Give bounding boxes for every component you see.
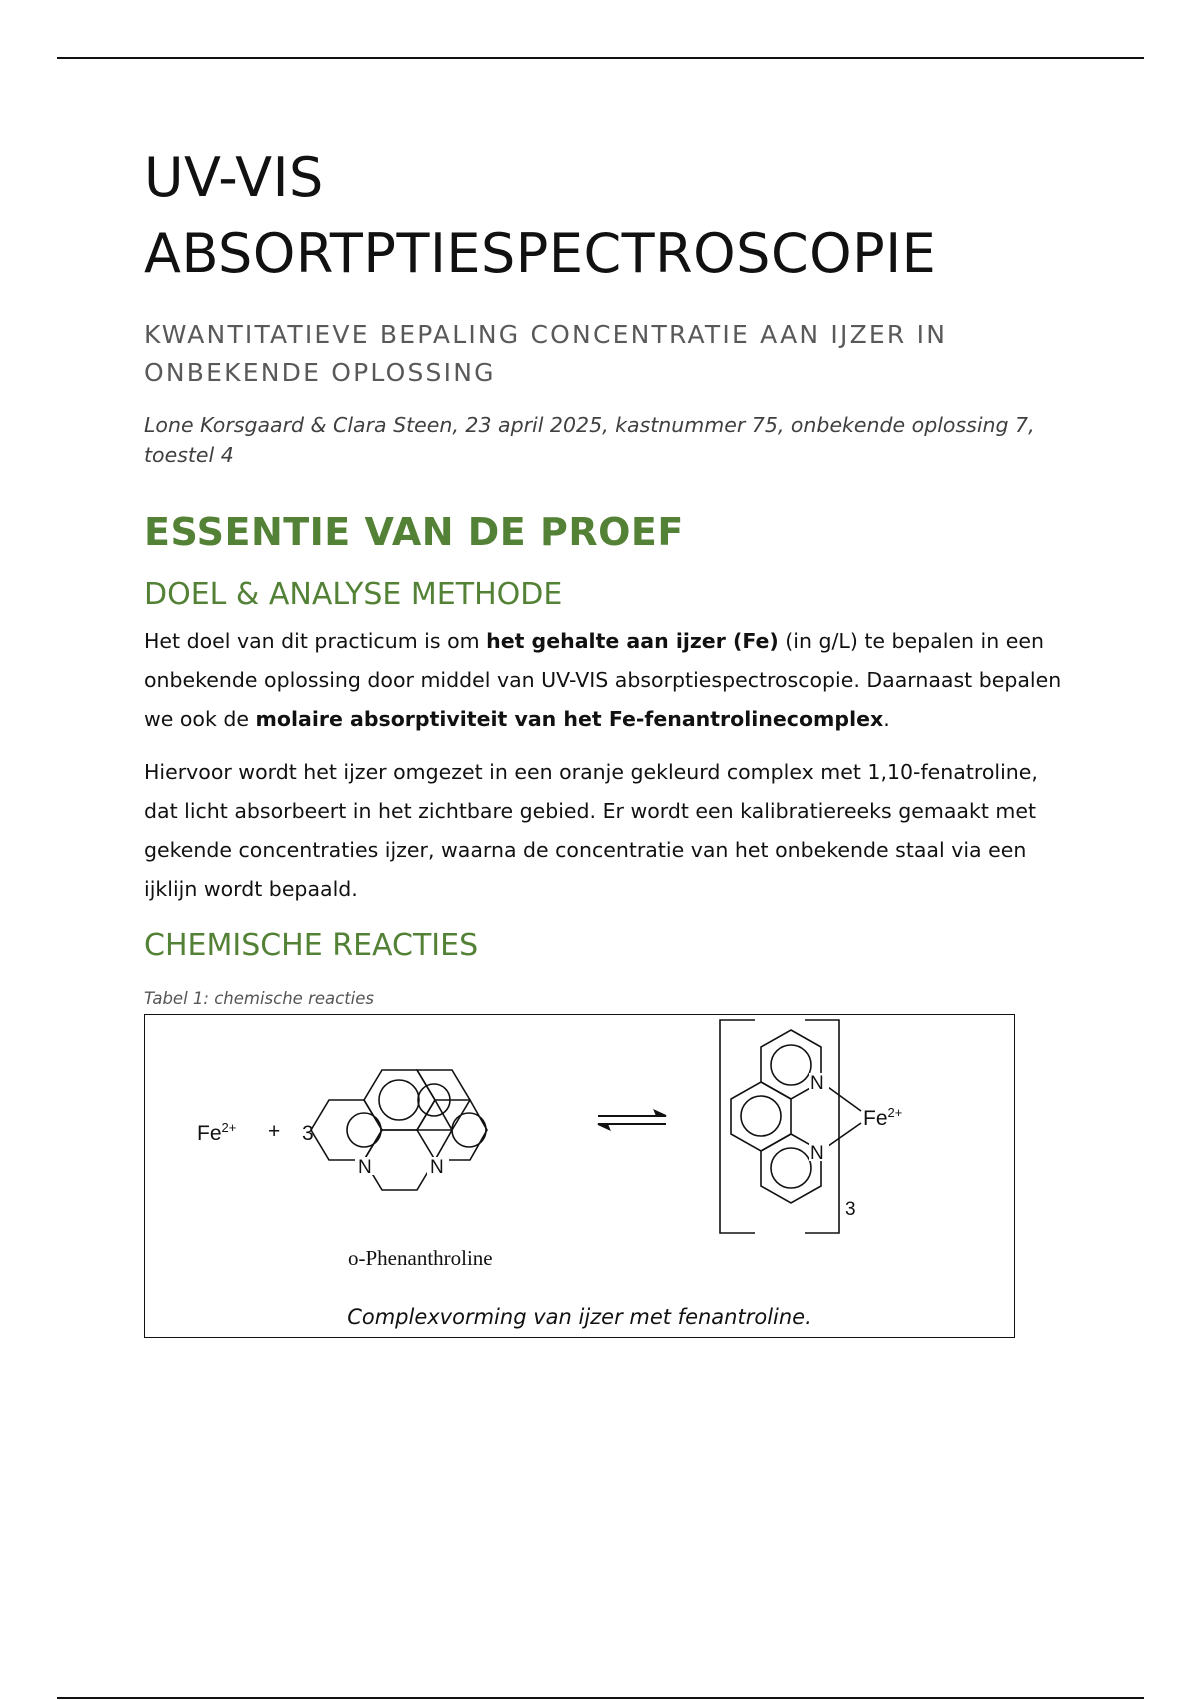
plus-sign: + <box>268 1120 281 1143</box>
nitrogen-left: N <box>358 1157 372 1178</box>
paragraph-methode: Hiervoor wordt het ijzer omgezet in een oranje gekleurd complex met 1,10-fenatroline, dat licht absorbeert in het zichtbare gebied. Er wordt een kalibratiereeks gemaakt met gekende concentraties ijzer, waarna de concentratie van het onbekende staal via een ijklijn wordt bepaald. <box>144 760 1038 901</box>
doel-bold-absorptiviteit: molaire absorptiviteit van het Fe-fenantrolinecomplex <box>255 707 884 731</box>
complex-subscript: 3 <box>845 1199 856 1220</box>
title-line-2: ABSORTPTIESPECTROSCOPIE <box>144 222 937 285</box>
phenanthroline-structure <box>311 1070 487 1190</box>
heading-chemische-reacties: CHEMISCHE REACTIES <box>144 928 479 963</box>
doel-text-e: . <box>883 707 890 731</box>
header-rule <box>57 57 1144 59</box>
footer-rule <box>57 1697 1144 1699</box>
complex-nitrogen-top: N <box>810 1073 824 1094</box>
page-content <box>144 140 1064 1338</box>
fe-phenanthroline-complex-structure <box>731 1030 861 1203</box>
coefficient-three: 3 <box>302 1122 314 1145</box>
document-subtitle: KWANTITATIEVE BEPALING CONCENTRATIE AAN IJZER IN ONBEKENDE OPLOSSING <box>144 320 948 387</box>
heading-essentie: ESSENTIE VAN DE PROEF <box>144 510 684 554</box>
table-caption: Tabel 1: chemische reacties <box>144 989 374 1008</box>
title-line-1: UV-VIS <box>144 146 324 209</box>
complex-nitrogen-bottom: N <box>810 1143 824 1164</box>
ligand-label: o-Phenanthroline <box>348 1246 493 1270</box>
nitrogen-right: N <box>430 1157 444 1178</box>
reaction-figure <box>144 1014 1015 1338</box>
figure-caption: Complexvorming van ijzer met fenantroline. <box>347 1305 812 1329</box>
authors-line: Lone Korsgaard & Clara Steen, 23 april 2025, kastnummer 75, onbekende oplossing 7, toestel 4 <box>144 413 1035 467</box>
fe-left-symbol: $Fe^{2+}$ <box>197 1120 237 1145</box>
doel-text-c: (in g/L) te bepalen in een onbekende oplossing door middel van UV-VIS absorptiespectroscopie. Daarnaast bepalen we ook de <box>144 629 1062 731</box>
border-gap-left <box>200 1015 760 1018</box>
paragraph-doel <box>144 622 1064 739</box>
doel-text-a: Het doel van dit practicum is om <box>144 629 487 653</box>
fe-right-symbol: $Fe^{2+}$ <box>863 1105 903 1130</box>
equilibrium-arrow-icon <box>598 1111 666 1129</box>
document-title <box>144 140 1064 292</box>
border-gap-right <box>845 1015 960 1018</box>
heading-doel: DOEL & ANALYSE METHODE <box>144 577 563 612</box>
reaction-scheme-drawing <box>145 1015 1016 1339</box>
doel-bold-ijzer: het gehalte aan ijzer (Fe) <box>486 629 779 653</box>
